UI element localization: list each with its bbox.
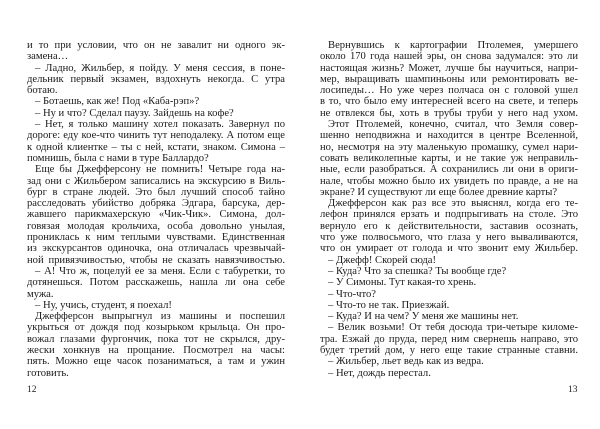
text-line: ботаю. bbox=[27, 85, 58, 97]
text-line: ные, если разобраться. А сохранились ли они в ориги- bbox=[320, 164, 578, 176]
text-line: и то при условии, что он не завалит ни одного эк- bbox=[27, 40, 285, 51]
text-line: шенно неподвижна и находится в центре Вселенной, bbox=[320, 130, 578, 142]
text-line: бург в стране людей. Это был лучший способ тайно bbox=[27, 186, 285, 198]
text-line: дельник первый экзамен, вздохнуть некогда. С утра bbox=[27, 73, 285, 85]
text-line: помнишь, была с нами в туре Баллардо? bbox=[27, 152, 209, 164]
text-line: Еще бы Джефферсону не помнить! Четыре года на- bbox=[35, 164, 285, 176]
text-line: мер, выращивать шампиньоны или ремонтировать ве- bbox=[320, 73, 578, 85]
text-line: – Куда? И на чем? У меня же машины нет. bbox=[328, 311, 519, 323]
text-line: – А! Что ж, поцелуй ее за меня. Если с табуретки, то bbox=[35, 265, 285, 277]
text-line: замена… bbox=[27, 51, 69, 63]
text-line: лосипеды… Но уже через полчаса он с головой ушел bbox=[320, 85, 578, 97]
text-line: – Нет, я только машину хотел показать. Завернул по bbox=[35, 119, 285, 131]
text-line: – Что-то не так. Приезжай. bbox=[328, 299, 450, 311]
text-line: дотянешься. Потом расскажешь, нашла ли она себе bbox=[27, 277, 285, 289]
text-line: в то, что было ему интересней всего на свете, и теперь bbox=[320, 96, 578, 108]
text-line: вернуло его к действительности, заставив осознать, bbox=[320, 220, 578, 232]
text-line: расследовать убийство добряка Эдгара, барсука, дер- bbox=[27, 198, 285, 210]
text-line: но, несмотря на эту маленькую промашку, сумел нари- bbox=[320, 141, 578, 153]
text-line: – Куда? Что за спешка? Ты вообще где? bbox=[328, 265, 507, 277]
text-line: укрыться от дождя под козырьком крыльца. Он про- bbox=[27, 322, 285, 334]
text-line: лефон принялся ерзать и подпрыгивать на столе. Это bbox=[320, 209, 578, 221]
text-line: вожал глазами фургончик, пока тот не скрылся, дру- bbox=[27, 333, 285, 345]
text-line: из экскурсантов одиночка, она отличалась чрезвычай- bbox=[27, 243, 285, 255]
text-line: около 170 года нашей эры, он снова задумался: это ли bbox=[320, 51, 578, 63]
text-line: совать великолепные карты, и не такие уж неправиль- bbox=[320, 152, 578, 164]
text-line: пять. Можно еще часок позаниматься, а там и ужин bbox=[27, 356, 285, 368]
text-line: жески хонкнув на прощание. Посмотрел на часы: bbox=[27, 345, 285, 357]
text-line: Этот Птолемей, конечно, считал, что Земля совер- bbox=[328, 119, 578, 131]
text-line: – Что-что? bbox=[328, 288, 376, 300]
text-line: – Жильбер, льет ведь как из ведра. bbox=[328, 356, 484, 368]
text-line: что уже полвосьмого, что глаза у него вываливаются, bbox=[320, 232, 578, 244]
text-line: будет третий дом, у него еще такие странные ставни. bbox=[320, 345, 578, 357]
text-line: настоящая жизнь? Может, лучше бы научиться, напри- bbox=[320, 62, 578, 74]
text-line: ной привязчивостью, чтобы не сказать навязчивостью. bbox=[27, 254, 285, 266]
text-line: говязая молодая крольчиха, особа довольно унылая, bbox=[27, 220, 285, 232]
right-page-text bbox=[320, 40, 578, 379]
text-line: зад они с Жильбером записались на экскурсию в Виль- bbox=[27, 175, 285, 187]
page-number-right: 13 bbox=[568, 385, 578, 395]
page-number-left: 12 bbox=[27, 385, 37, 395]
text-line: не отвлекся бы, хоть в трубы труби у него над ухом. bbox=[320, 107, 578, 119]
text-line: – Велик возьми! От тебя досюда три-четыре киломе- bbox=[328, 322, 578, 334]
text-line: – Ботаешь, как же! Под «Каба-рэп»? bbox=[35, 96, 200, 108]
text-line: Джефферсон как раз все это выяснял, когда его те- bbox=[328, 198, 578, 210]
text-line: тра. Езжай до пруда, перед ним свернешь направо, это bbox=[320, 333, 578, 345]
text-line: прониклась к ним теплыми чувствами. Единственная bbox=[27, 232, 285, 244]
text-line: – Ну и что? Сделал паузу. Зайдешь на кофе? bbox=[35, 107, 234, 119]
text-line: к одной клиентке – ты с ней, кстати, знаком. Симона – bbox=[27, 141, 285, 153]
text-line: что он умирает от голода и что звонит ему Жильбер. bbox=[320, 243, 578, 255]
text-line: – У Симоны. Тут какая-то хрень. bbox=[328, 277, 477, 289]
text-line: Джефферсон выпрыгнул из машины и поспешил bbox=[35, 311, 285, 323]
text-line: нале, чтобы можно было их увидеть по правде, а не на bbox=[320, 175, 578, 187]
text-line: дороге: еду кое-что чинить тут неподалеку. А потом еще bbox=[27, 130, 285, 142]
text-line: – Ну, учись, студент, я поехал! bbox=[35, 299, 172, 311]
text-line: – Ладно, Жильбер, я пойду. У меня сессия, в поне- bbox=[35, 62, 285, 74]
text-line: экране? И существуют ли еще более древние карты? bbox=[320, 186, 558, 198]
left-page-text bbox=[27, 40, 285, 379]
text-line: мужа. bbox=[27, 288, 54, 300]
text-line: жавшего парикмахерскую «Чик-Чик». Симона, дол- bbox=[27, 209, 285, 221]
text-line: – Нет, дождь перестал. bbox=[328, 367, 431, 379]
text-line: готовить. bbox=[27, 367, 69, 379]
text-line: – Джефф! Скорей сюда! bbox=[328, 254, 437, 266]
text-line: Вернувшись к картографии Птолемея, умершего bbox=[328, 40, 578, 51]
